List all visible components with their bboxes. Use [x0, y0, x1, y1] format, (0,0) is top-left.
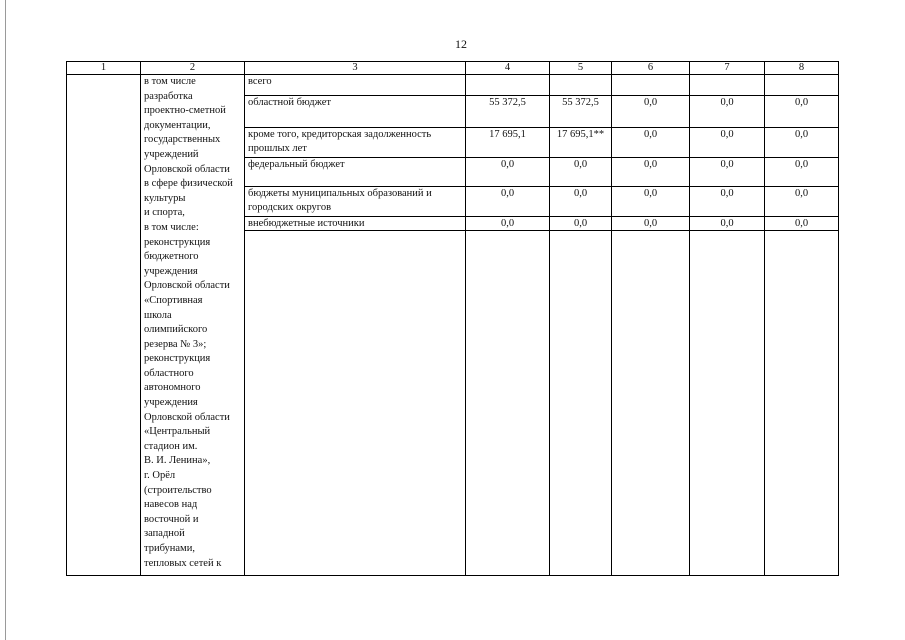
row-number-cell	[67, 75, 141, 576]
value-cell: 0,0	[466, 186, 550, 216]
empty-cell	[550, 230, 612, 575]
value-cell	[765, 75, 839, 96]
value-cell: 0,0	[765, 186, 839, 216]
page-number: 12	[455, 37, 467, 51]
value-cell: 0,0	[690, 128, 765, 158]
funding-source: внебюджетные источники	[245, 216, 466, 230]
empty-cell	[765, 230, 839, 575]
value-cell: 0,0	[612, 157, 690, 186]
column-header: 4	[466, 62, 550, 75]
value-cell: 0,0	[765, 216, 839, 230]
value-cell: 0,0	[612, 216, 690, 230]
value-cell	[466, 75, 550, 96]
table-row	[67, 75, 839, 96]
header-row	[67, 62, 839, 75]
empty-cell	[245, 230, 466, 575]
value-cell: 0,0	[690, 186, 765, 216]
empty-cell	[466, 230, 550, 575]
value-cell: 0,0	[466, 157, 550, 186]
value-cell: 0,0	[612, 186, 690, 216]
value-cell: 0,0	[690, 216, 765, 230]
value-cell	[612, 75, 690, 96]
value-cell: 0,0	[765, 128, 839, 158]
column-header: 2	[141, 62, 245, 75]
measure-description: в том числе разработка проектно-сметной документации, государственных учреждений Орловской области в сфере физической культуры и спорта, в том числе: реконструкция бюджетного учреждения Орловской области «Спортивная школа олимпийского резерва № 3»; реконструкция областного автономного учреждения Орловской области «Центральный стадион им. В. И. Ленина», г. Орёл (строительство навесов над восточной и западной трибунами, тепловых сетей к	[141, 75, 245, 576]
value-cell: 0,0	[690, 157, 765, 186]
column-header: 6	[612, 62, 690, 75]
value-cell: 0,0	[612, 96, 690, 128]
column-header: 5	[550, 62, 612, 75]
value-cell: 0,0	[550, 216, 612, 230]
column-header: 7	[690, 62, 765, 75]
value-cell	[550, 75, 612, 96]
budget-table	[66, 61, 839, 576]
value-cell: 17 695,1	[466, 128, 550, 158]
value-cell: 0,0	[765, 96, 839, 128]
value-cell: 17 695,1**	[550, 128, 612, 158]
page-left-border	[5, 0, 6, 640]
funding-source: бюджеты муниципальных образований и городских округов	[245, 186, 466, 216]
empty-cell	[690, 230, 765, 575]
value-cell: 0,0	[550, 157, 612, 186]
funding-source: кроме того, кредиторская задолженность прошлых лет	[245, 128, 466, 158]
empty-cell	[612, 230, 690, 575]
value-cell: 0,0	[765, 157, 839, 186]
column-header: 8	[765, 62, 839, 75]
funding-source: федеральный бюджет	[245, 157, 466, 186]
value-cell: 55 372,5	[466, 96, 550, 128]
value-cell: 0,0	[466, 216, 550, 230]
value-cell	[690, 75, 765, 96]
value-cell: 55 372,5	[550, 96, 612, 128]
column-header: 3	[245, 62, 466, 75]
value-cell: 0,0	[550, 186, 612, 216]
value-cell: 0,0	[612, 128, 690, 158]
funding-source: областной бюджет	[245, 96, 466, 128]
column-header: 1	[67, 62, 141, 75]
value-cell: 0,0	[690, 96, 765, 128]
funding-source: всего	[245, 75, 466, 96]
